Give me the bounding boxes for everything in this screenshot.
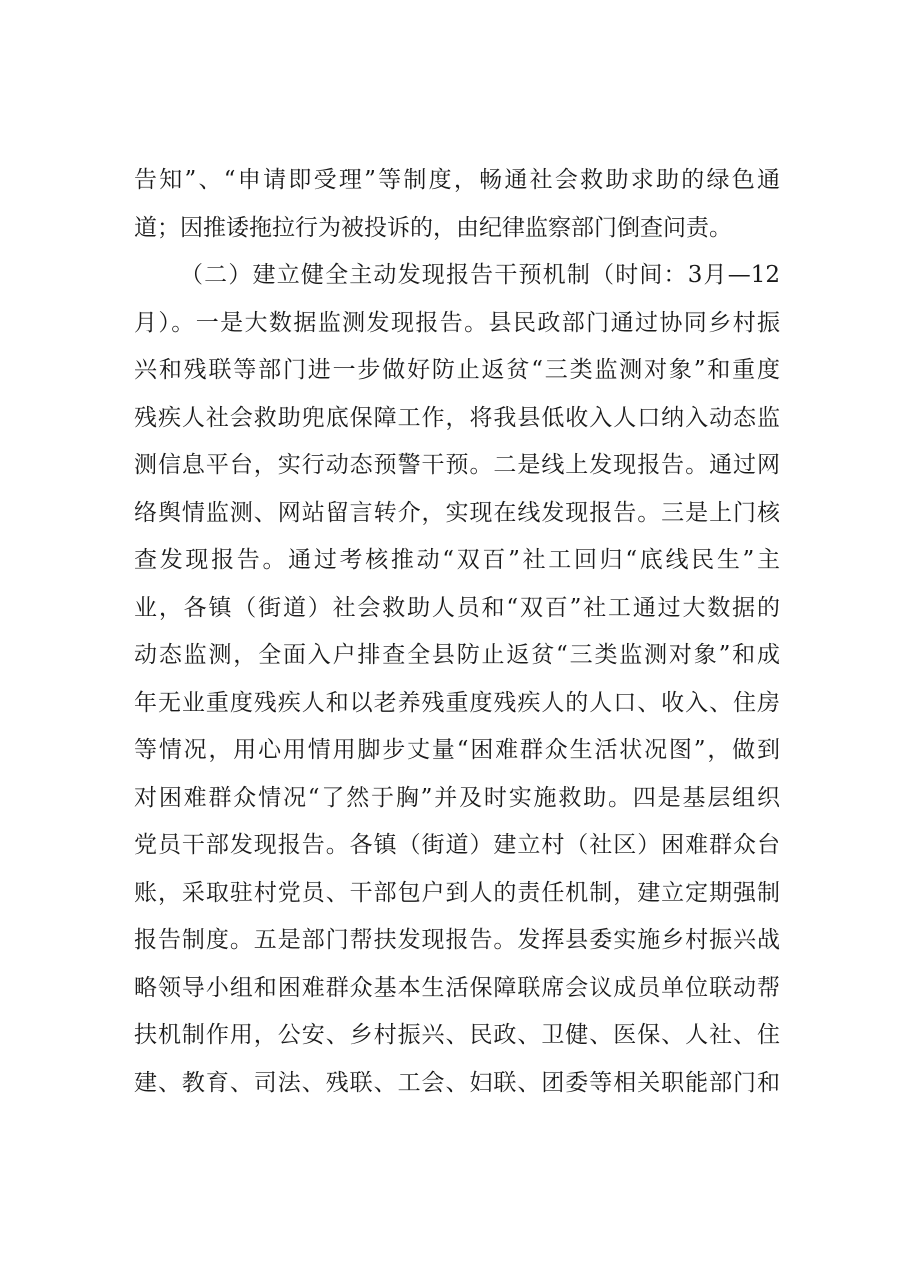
text-line: 测信息平台，实行动态预警干预。二是线上发现报告。通过网 [134,452,780,478]
text-line: 党员干部发现报告。各镇（街道）建立村（社区）困难群众台 [134,832,780,858]
text-line: 月）。一是大数据监测发现报告。县民政部门通过协同乡村振 [134,309,780,336]
text-line: 等情况，用心用情用脚步丈量“困难群众生活状况图”，做到 [134,737,780,763]
text-line: 道；因推诿拖拉行为被投诉的，由纪律监察部门倒查问责。 [134,214,732,241]
text-line: 兴和残联等部门进一步做好防止返贫“三类监测对象”和重度 [134,357,780,383]
body-text [134,157,780,1107]
text-line: 略领导小组和困难群众基本生活保障联席会议成员单位联动帮 [134,974,780,1001]
text-line: 对困难群众情况“了然于胸”并及时实施救助。四是基层组织 [134,784,780,811]
text-line: 查发现报告。通过考核推动“双百”社工回归“底线民生”主 [134,547,780,573]
text-line: 络舆情监测、网站留言转介，实现在线发现报告。三是上门核 [134,499,780,526]
text-line: 扶机制作用，公安、乡村振兴、民政、卫健、医保、人社、住 [134,1022,780,1048]
text-line: 报告制度。五是部门帮扶发现报告。发挥县委实施乡村振兴战 [134,927,780,953]
text-line: 告知”、“申请即受理”等制度，畅通社会救助求助的绿色通 [134,167,780,193]
text-line: 业，各镇（街道）社会救助人员和“双百”社工通过大数据的 [134,594,780,621]
text-line: 建、教育、司法、残联、工会、妇联、团委等相关职能部门和 [134,1069,780,1096]
text-line: 残疾人社会救助兜底保障工作，将我县低收入人口纳入动态监 [134,404,780,431]
text-line: 动态监测，全面入户排查全县防止返贫“三类监测对象”和成 [134,642,780,668]
text-line: 年无业重度残疾人和以老养残重度残疾人的人口、收入、住房 [134,689,780,716]
section-heading-line: （二）建立健全主动发现报告干预机制（时间：3月—12 [180,262,780,288]
text-line: 账，采取驻村党员、干部包户到人的责任机制，建立定期强制 [134,879,780,906]
